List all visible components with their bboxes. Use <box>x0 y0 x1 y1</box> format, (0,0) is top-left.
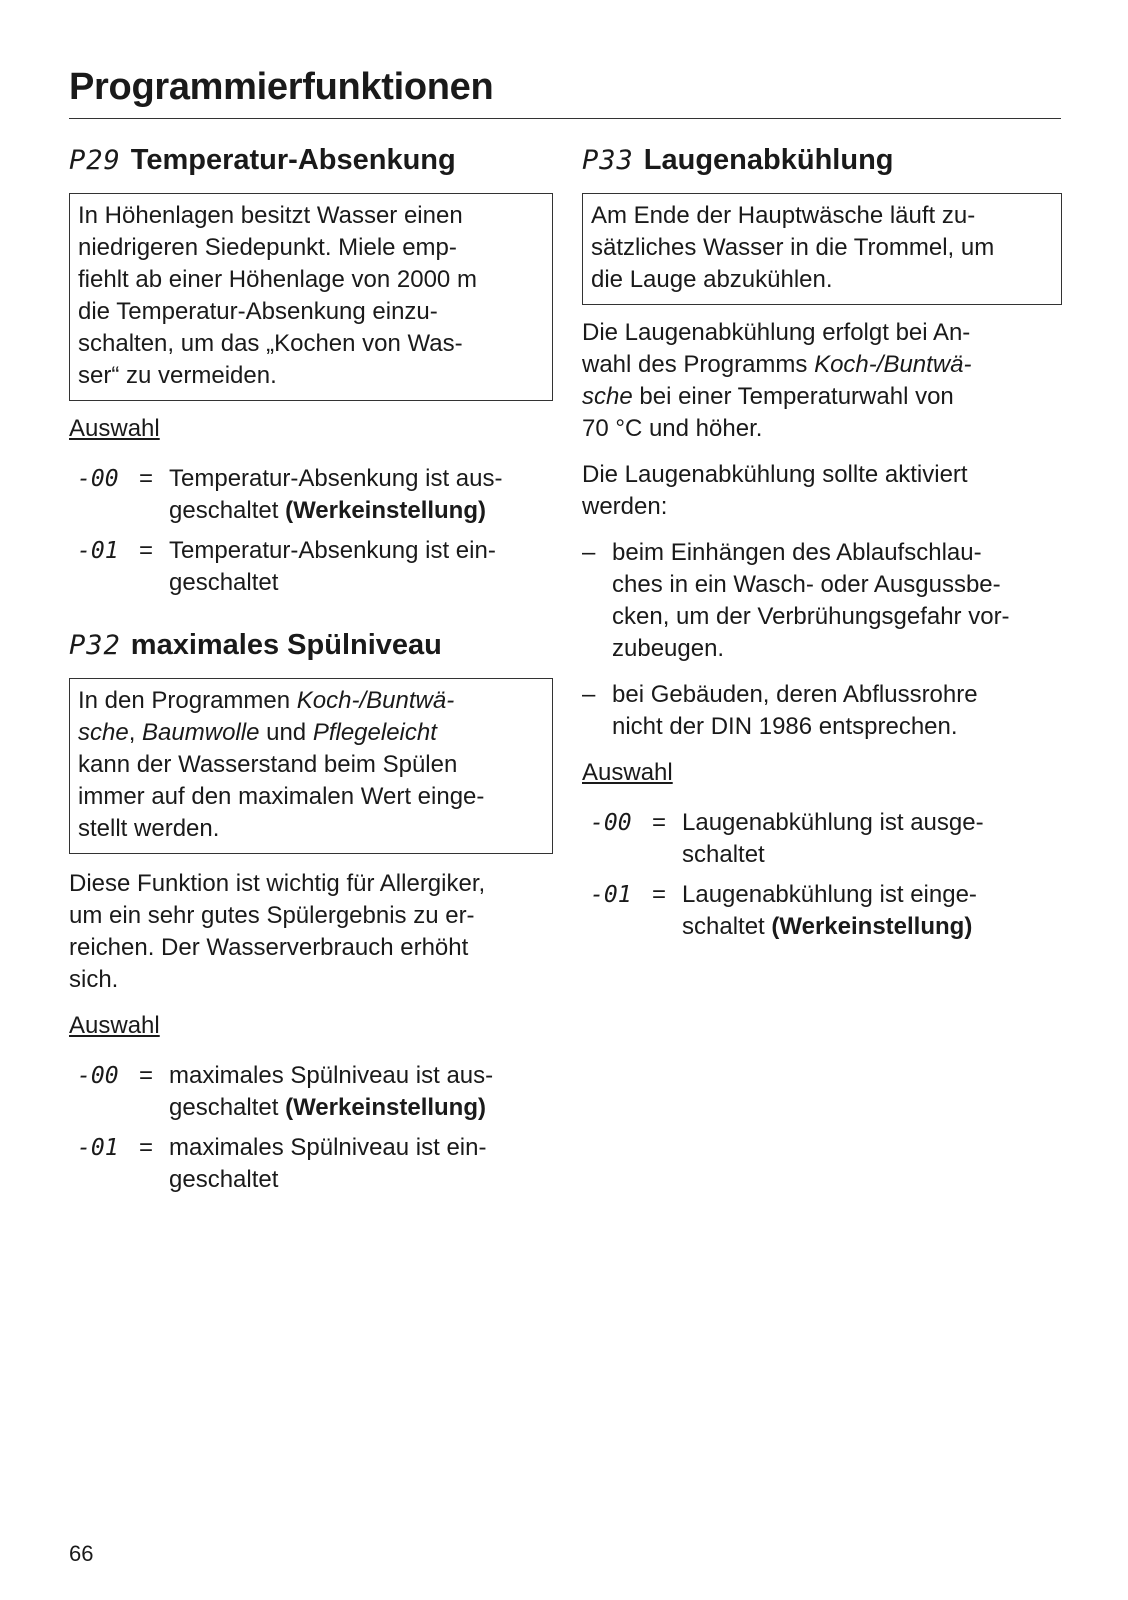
body-paragraph: Die Laugenabkühlung erfolgt bei An- wahl des Programms Koch-/Buntwä- sche bei einer Temperaturwahl von 70 °C und höher. <box>582 319 972 442</box>
option-line: schaltet <box>682 913 772 940</box>
equals-sign: = <box>139 1134 154 1161</box>
section-p33 <box>582 140 1062 943</box>
info-box <box>69 678 553 854</box>
option-text <box>682 879 1062 943</box>
dash-marker: – <box>582 681 596 708</box>
option-row <box>69 463 553 527</box>
option-line: geschaltet <box>169 497 286 524</box>
option-text <box>169 463 553 527</box>
box-line: In den Programmen Koch-/Buntwä- <box>78 687 455 714</box>
box-line: die Lauge abzukühlen. <box>591 266 833 293</box>
factory-setting: (Werkeinstellung) <box>285 1094 486 1121</box>
option-code: -01 <box>77 538 119 564</box>
selection-label: Auswahl <box>582 759 673 786</box>
factory-setting: (Werkeinstellung) <box>771 913 973 940</box>
equals-sign: = <box>652 881 667 908</box>
body-paragraph: Die Laugenabkühlung sollte aktiviert werden: <box>582 461 968 520</box>
program-code: P33 <box>582 145 634 176</box>
option-line: Laugenabkühlung ist ausge- <box>682 809 984 836</box>
option-line: Temperatur-Absenkung ist ein- <box>169 537 496 564</box>
option-row <box>69 1132 553 1196</box>
option-text <box>682 807 1062 871</box>
page-number: 66 <box>69 1541 94 1566</box>
option-line: maximales Spülniveau ist ein- <box>169 1134 487 1161</box>
bullet-item <box>582 537 1062 665</box>
section-p29 <box>69 140 553 599</box>
selection-label: Auswahl <box>69 1012 160 1039</box>
bullet-text: beim Einhängen des Ablaufschlau- ches in ein Wasch- oder Ausgussbe- cken, um der Verbrühungsgefahr vor- zubeugen. <box>612 539 1010 662</box>
option-line: geschaltet <box>169 1094 286 1121</box>
option-code: -00 <box>77 466 119 492</box>
box-line: sätzliches Wasser in die Trommel, um <box>591 234 995 261</box>
option-line: geschaltet <box>169 569 279 596</box>
box-line: immer auf den maximalen Wert einge- <box>78 783 485 810</box>
heading-text: maximales Spülniveau <box>130 629 442 661</box>
bullet-item <box>582 679 1062 743</box>
box-line: niedrigeren Siedepunkt. Miele emp- <box>78 234 457 261</box>
box-line: sche, Baumwolle und Pflegeleicht <box>78 719 437 746</box>
info-box <box>69 193 553 401</box>
section-heading <box>69 140 553 181</box>
option-line: maximales Spülniveau ist aus- <box>169 1062 494 1089</box>
equals-sign: = <box>652 809 667 836</box>
title-rule <box>69 118 1061 119</box>
option-text <box>169 535 553 599</box>
page-title: Programmierfunktionen <box>69 66 494 108</box>
program-code: P32 <box>69 630 121 661</box>
option-row <box>69 535 553 599</box>
option-line: schaltet <box>682 841 765 868</box>
right-column <box>582 140 1062 943</box>
dash-marker: – <box>582 539 596 566</box>
left-column <box>69 140 553 1196</box>
equals-sign: = <box>139 465 154 492</box>
option-line: geschaltet <box>169 1166 279 1193</box>
box-line: In Höhenlagen besitzt Wasser einen <box>78 202 463 229</box>
box-line: stellt werden. <box>78 815 220 842</box>
box-line: fiehlt ab einer Höhenlage von 2000 m <box>78 266 477 293</box>
equals-sign: = <box>139 1062 154 1089</box>
section-p32 <box>69 625 553 1196</box>
heading-text: Temperatur-Absenkung <box>130 144 456 176</box>
option-code: -00 <box>77 1063 119 1089</box>
option-code: -00 <box>590 810 632 836</box>
factory-setting: (Werkeinstellung) <box>285 497 486 524</box>
section-heading <box>582 140 1062 181</box>
section-heading <box>69 625 553 666</box>
body-paragraph: Diese Funktion ist wichtig für Allergiker, um ein sehr gutes Spülergebnis zu er- reichen. Der Wasserverbrauch erhöht sich. <box>69 870 486 993</box>
box-line: die Temperatur-Absenkung einzu- <box>78 298 438 325</box>
selection-label: Auswahl <box>69 415 160 442</box>
option-line: Laugenabkühlung ist einge- <box>682 881 977 908</box>
option-code: -01 <box>77 1135 119 1161</box>
equals-sign: = <box>139 537 154 564</box>
box-line: Am Ende der Hauptwäsche läuft zu- <box>591 202 976 229</box>
box-line: kann der Wasserstand beim Spülen <box>78 751 458 778</box>
box-line: schalten, um das „Kochen von Was- <box>78 330 463 357</box>
option-text <box>169 1060 553 1124</box>
option-line: Temperatur-Absenkung ist aus- <box>169 465 503 492</box>
option-row <box>69 1060 553 1124</box>
box-line: ser“ zu vermeiden. <box>78 362 277 389</box>
heading-text: Laugenabkühlung <box>643 144 894 176</box>
option-row <box>582 879 1062 943</box>
program-code: P29 <box>69 145 121 176</box>
option-row <box>582 807 1062 871</box>
bullet-text: bei Gebäuden, deren Abflussrohre nicht der DIN 1986 entsprechen. <box>612 681 978 740</box>
info-box <box>582 193 1062 305</box>
option-text <box>169 1132 553 1196</box>
option-code: -01 <box>590 882 632 908</box>
